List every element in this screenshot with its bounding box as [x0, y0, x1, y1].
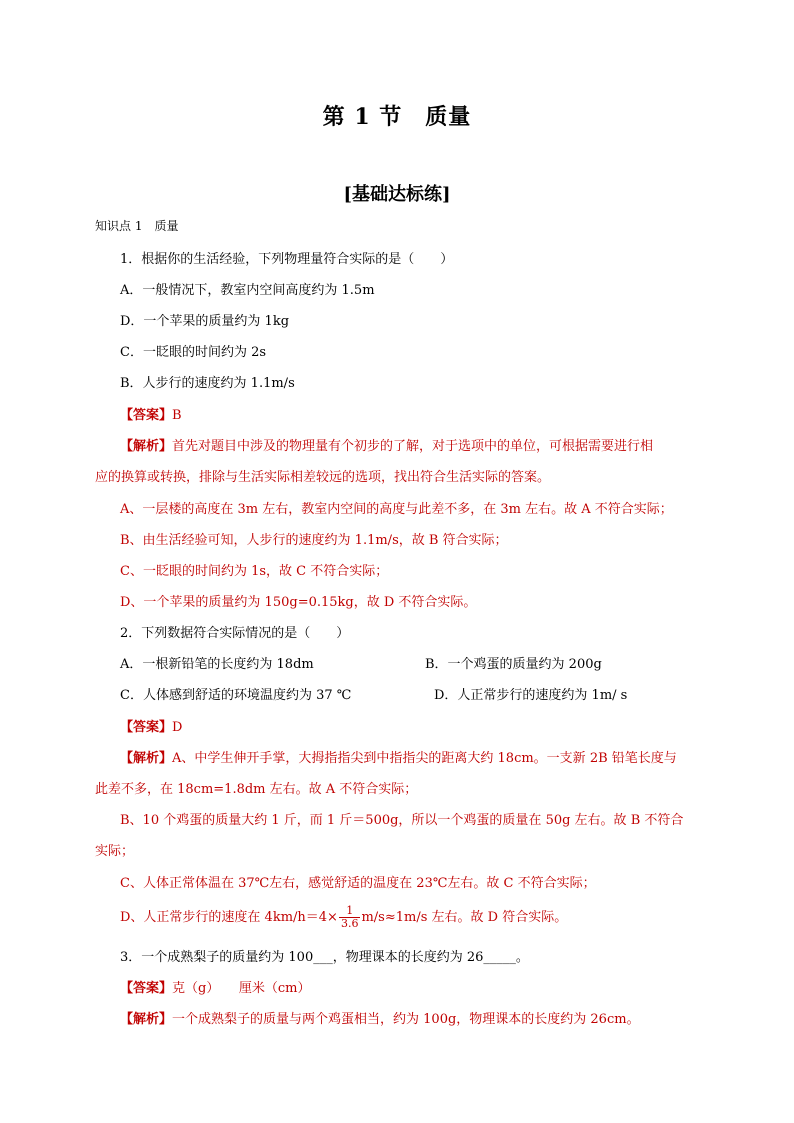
answer-value: B — [172, 408, 182, 423]
q1-analysis-line: 应的换算或转换，排除与生活实际相差较远的选项，找出符合生活实际的答案。 — [95, 470, 551, 485]
q1-stem: 1．根据你的生活经验，下列物理量符合实际的是（ ） — [120, 252, 454, 267]
q1-option: C．一眨眼的时间约为 2s — [120, 345, 267, 360]
q2-analysis-point: 实际； — [95, 844, 135, 859]
analysis-tag: 【解析】 — [120, 751, 173, 766]
q3-stem: 3．一个成熟梨子的质量约为 100___，物理课本的长度约为 26_____。 — [120, 950, 529, 965]
formula-suffix: m/s≈1m/s 左右。故 D 符合实际。 — [361, 910, 568, 925]
q1-option: A．一般情况下，教室内空间高度约为 1.5m — [120, 283, 375, 298]
fraction-denominator: 3.6 — [340, 917, 359, 930]
knowledge-point-label: 知识点 1 质量 — [95, 219, 179, 233]
q1-analysis-point: C、一眨眼的时间约为 1s，故 C 不符合实际； — [120, 564, 389, 579]
q2-analysis-line — [120, 749, 677, 769]
q2-answer — [120, 718, 182, 738]
q3-answer — [120, 979, 310, 999]
section-subtitle: [基础达标练] — [343, 184, 451, 205]
q1-option: B．人步行的速度约为 1.1m/s — [120, 376, 295, 391]
analysis-tag: 【解析】 — [120, 439, 173, 454]
page-title: 第 1 节 质量 — [322, 104, 472, 130]
formula-prefix: D、人正常步行的速度在 4km/h＝4× — [120, 910, 338, 925]
q1-analysis-point: D、一个苹果的质量约为 150g=0.15kg，故 D 不符合实际。 — [120, 595, 477, 610]
q2-analysis-point: B、10 个鸡蛋的质量大约 1 斤，而 1 斤＝500g，所以一个鸡蛋的质量在 50g 左右。故 B 不符合 — [120, 813, 684, 828]
answer-tag: 【答案】 — [120, 981, 173, 996]
q2-option-b: B．一个鸡蛋的质量约为 200g — [425, 657, 602, 672]
q2-option-d: D．人正常步行的速度约为 1m/ s — [434, 688, 628, 703]
q1-analysis-point: A、一层楼的高度在 3m 左右，教室内空间的高度与此差不多，在 3m 左右。故 A 不符合实际； — [120, 502, 673, 517]
q2-analysis-point: C、人体正常体温在 37℃左右，感觉舒适的温度在 23℃左右。故 C 不符合实际； — [120, 876, 596, 891]
q2-option-c: C．人体感到舒适的环境温度约为 37 ℃ — [120, 688, 352, 703]
answer-value: 克（g） 厘米（cm） — [172, 981, 311, 996]
q1-analysis-point: B、由生活经验可知，人步行的速度约为 1.1m/s，故 B 符合实际； — [120, 533, 508, 548]
answer-tag: 【答案】 — [120, 408, 173, 423]
q2-option-a: A．一根新铅笔的长度约为 18dm — [120, 657, 314, 672]
q1-analysis-line — [120, 437, 653, 457]
q2-analysis-line: 此差不多，在 18cm=1.8dm 左右。故 A 不符合实际； — [95, 782, 418, 797]
analysis-text: 一个成熟梨子的质量与两个鸡蛋相当，约为 100g，物理课本的长度约为 26cm。 — [172, 1012, 640, 1027]
q1-answer — [120, 406, 182, 426]
q3-analysis-line — [120, 1010, 640, 1030]
q2-analysis-point-d — [120, 905, 567, 930]
analysis-tag: 【解析】 — [120, 1012, 173, 1027]
answer-value: D — [172, 720, 183, 735]
q2-stem: 2．下列数据符合实际情况的是（ ） — [120, 626, 350, 641]
analysis-text: 首先对题目中涉及的物理量有个初步的了解，对于选项中的单位，可根据需要进行相 — [172, 439, 654, 454]
fraction-numerator: 1 — [339, 905, 361, 918]
fraction — [339, 905, 361, 930]
q1-option: D．一个苹果的质量约为 1kg — [120, 314, 290, 329]
analysis-text: A、中学生伸开手掌，大拇指指尖到中指指尖的距离大约 18cm。一支新 2B 铅笔长度与 — [172, 751, 677, 766]
answer-tag: 【答案】 — [120, 720, 173, 735]
